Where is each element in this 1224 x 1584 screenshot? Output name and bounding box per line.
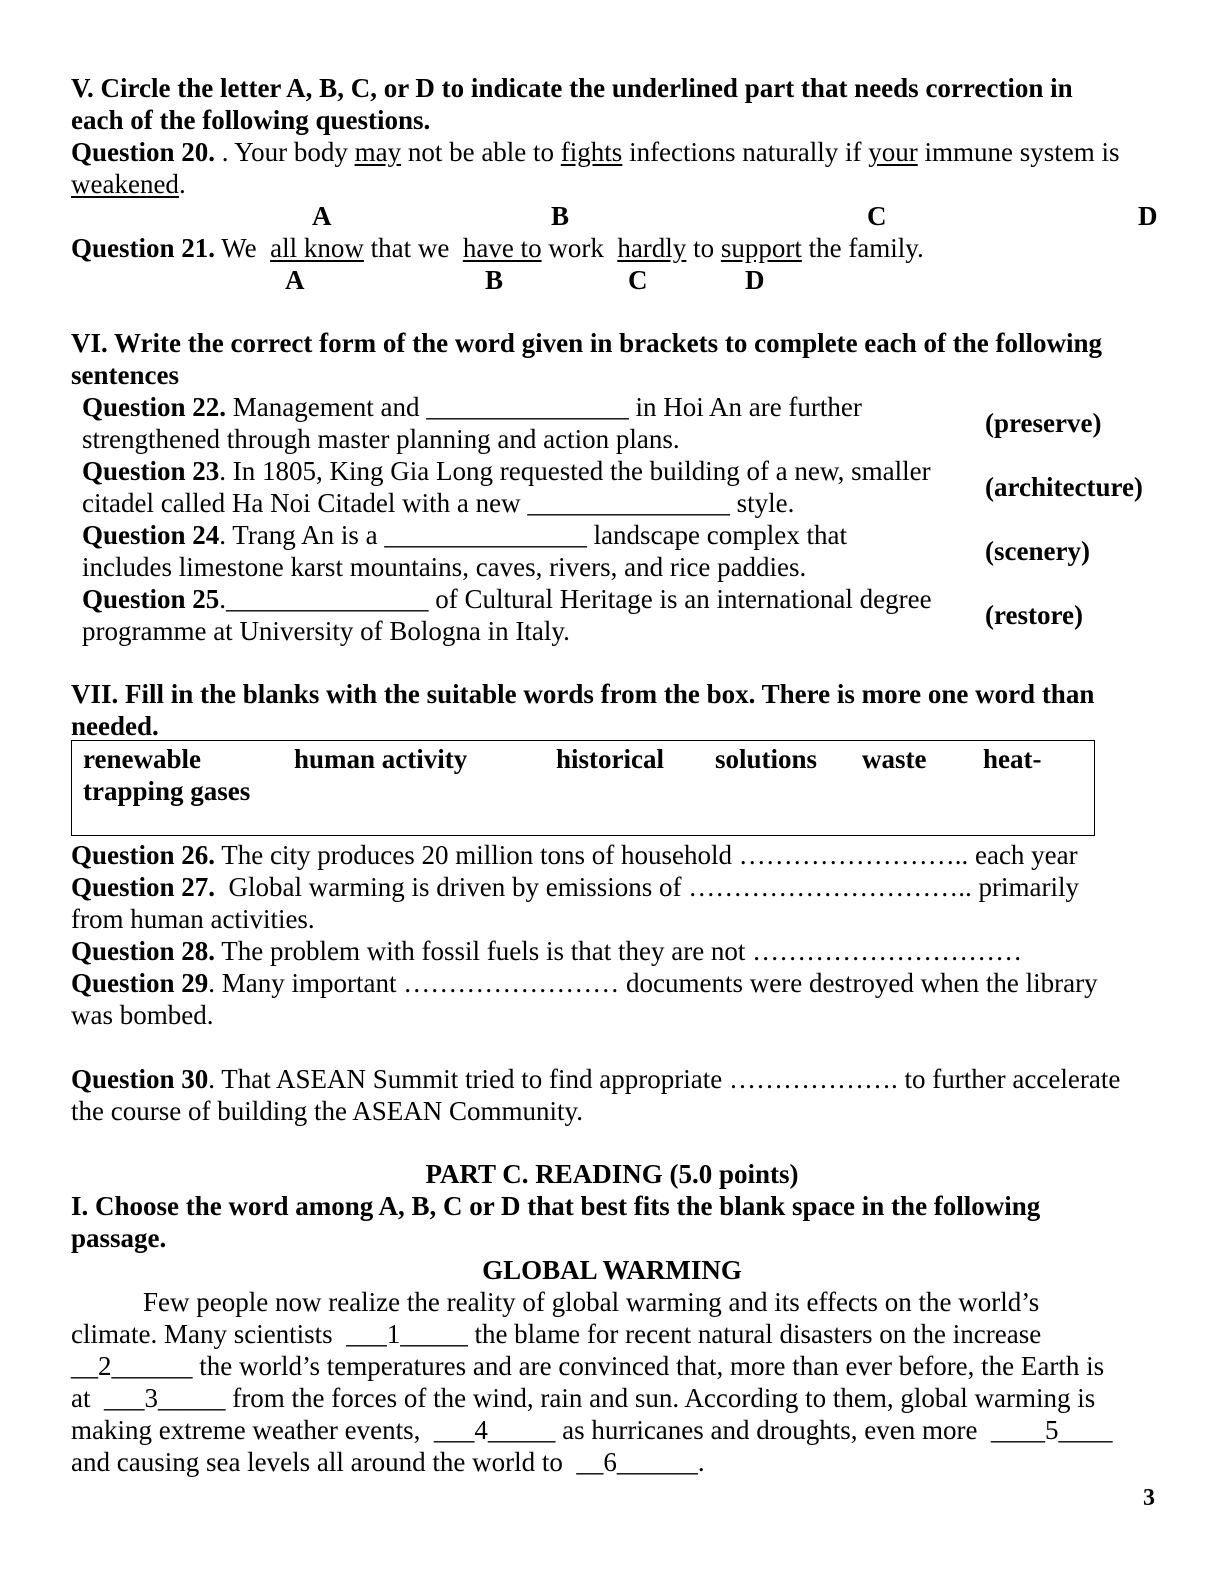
question-label: Question 30 bbox=[71, 1064, 209, 1094]
question-text: Management and _______________ in Hoi An are further bbox=[226, 392, 862, 422]
question-text: Global warming is driven by emissions of ………………………….. primarily bbox=[215, 872, 1079, 902]
question-text: not be able to bbox=[401, 137, 561, 167]
question-24-line2: includes limestone karst mountains, caves, rivers, and rice paddies. bbox=[82, 552, 807, 582]
passage-line: at ___3_____ from the forces of the wind, rain and sun. According to them, global warming is bbox=[71, 1383, 1096, 1413]
passage-line: and causing sea levels all around the world to __6______. bbox=[71, 1447, 705, 1477]
question-text: The city produces 20 million tons of household …………………….. each year bbox=[215, 840, 1078, 870]
question-25-line2: programme at University of Bologna in Italy. bbox=[82, 616, 570, 646]
section-v-title-line1: V. Circle the letter A, B, C, or D to indicate the underlined part that needs correction in bbox=[71, 73, 1073, 103]
option-letter-a: A bbox=[285, 265, 305, 295]
section-vi-title-line1: VI. Write the correct form of the word given in brackets to complete each of the following bbox=[71, 328, 1103, 358]
question-label: Question 25 bbox=[82, 584, 220, 614]
question-22-line2: strengthened through master planning and action plans. bbox=[82, 424, 680, 454]
part-c-instruction-line1: I. Choose the word among A, B, C or D that best fits the blank space in the following bbox=[71, 1191, 1041, 1221]
question-text: infections naturally if bbox=[622, 137, 869, 167]
word-hint: (scenery) bbox=[985, 536, 1090, 566]
question-text: We bbox=[215, 233, 271, 263]
passage-line: making extreme weather events, ___4_____ as hurricanes and droughts, even more ____5____ bbox=[71, 1415, 1113, 1445]
question-text: to bbox=[686, 233, 721, 263]
question-label: Question 28. bbox=[71, 936, 216, 966]
question-27 bbox=[71, 871, 1079, 903]
question-23 bbox=[82, 455, 931, 487]
question-text: . bbox=[178, 169, 186, 199]
question-20-continued bbox=[71, 168, 186, 200]
underlined-option-b: fights bbox=[560, 137, 623, 167]
underlined-option-d: weakened bbox=[71, 169, 179, 199]
question-25 bbox=[82, 583, 932, 615]
section-v-title-line2: each of the following questions. bbox=[71, 105, 431, 135]
part-c-heading: PART C. READING (5.0 points) bbox=[425, 1159, 799, 1189]
passage-line: climate. Many scientists ___1_____ the blame for recent natural disasters on the increase bbox=[71, 1319, 1042, 1349]
word-hint: (preserve) bbox=[985, 408, 1102, 438]
box-word: solutions bbox=[715, 744, 818, 774]
question-label: Question 29 bbox=[71, 968, 209, 998]
option-letter-d: D bbox=[1138, 201, 1158, 231]
option-letter-c: C bbox=[628, 265, 648, 295]
question-text: that we bbox=[363, 233, 463, 263]
question-28 bbox=[71, 935, 1022, 967]
underlined-option-d: support bbox=[720, 233, 802, 263]
underlined-option-c: hardly bbox=[617, 233, 687, 263]
box-word: waste bbox=[862, 744, 927, 774]
word-hint: (restore) bbox=[985, 600, 1083, 630]
box-word: trapping gases bbox=[83, 776, 251, 806]
question-text: . Your body bbox=[215, 137, 355, 167]
option-letter-a: A bbox=[312, 201, 332, 231]
question-text: the family. bbox=[801, 233, 924, 263]
question-30-line2: the course of building the ASEAN Community. bbox=[71, 1096, 583, 1126]
part-c-instruction-line2: passage. bbox=[71, 1223, 167, 1253]
question-text: . Trang An is a _______________ landscape complex that bbox=[219, 520, 847, 550]
section-vii-title-line2: needed. bbox=[71, 711, 159, 741]
option-letter-d: D bbox=[745, 265, 765, 295]
box-word: human activity bbox=[294, 744, 468, 774]
question-label: Question 26. bbox=[71, 840, 216, 870]
word-hint: (architecture) bbox=[985, 472, 1143, 502]
underlined-option-a: all know bbox=[270, 233, 364, 263]
question-label: Question 23 bbox=[82, 456, 220, 486]
question-text: . That ASEAN Summit tried to find appropriate ………………. to further accelerate bbox=[208, 1064, 1121, 1094]
page-number: 3 bbox=[1143, 1485, 1155, 1511]
question-label: Question 20. bbox=[71, 137, 216, 167]
question-26 bbox=[71, 839, 1078, 871]
question-text: work bbox=[541, 233, 618, 263]
question-label: Question 22. bbox=[82, 392, 227, 422]
question-29 bbox=[71, 967, 1098, 999]
underlined-option-b: have to bbox=[462, 233, 542, 263]
underlined-option-c: your bbox=[868, 137, 918, 167]
question-20 bbox=[71, 136, 1120, 168]
passage-title: GLOBAL WARMING bbox=[482, 1255, 742, 1285]
question-label: Question 27. bbox=[71, 872, 216, 902]
question-21 bbox=[71, 232, 924, 264]
question-text: immune system is bbox=[917, 137, 1120, 167]
question-23-line2: citadel called Ha Noi Citadel with a new _______________ style. bbox=[82, 488, 795, 518]
question-label: Question 24 bbox=[82, 520, 220, 550]
underlined-option-a: may bbox=[354, 137, 402, 167]
box-word: historical bbox=[556, 744, 664, 774]
question-30 bbox=[71, 1063, 1120, 1095]
section-vii-title-line1: VII. Fill in the blanks with the suitable words from the box. There is more one word than bbox=[71, 679, 1095, 709]
passage-line: Few people now realize the reality of global warming and its effects on the world’s bbox=[143, 1287, 1040, 1317]
question-29-line2: was bombed. bbox=[71, 1000, 214, 1030]
option-letter-b: B bbox=[485, 265, 504, 295]
question-text: . Many important …………………… documents were destroyed when the library bbox=[208, 968, 1098, 998]
option-letter-c: C bbox=[867, 201, 887, 231]
question-27-line2: from human activities. bbox=[71, 904, 315, 934]
section-vi-title-line2: sentences bbox=[71, 360, 179, 390]
box-word: renewable bbox=[83, 744, 201, 774]
question-22 bbox=[82, 391, 862, 423]
box-word: heat- bbox=[983, 744, 1042, 774]
question-24 bbox=[82, 519, 847, 551]
passage-line: __2______ the world’s temperatures and are convinced that, more than ever before, the Earth is bbox=[71, 1351, 1105, 1381]
option-letter-b: B bbox=[551, 201, 570, 231]
question-label: Question 21. bbox=[71, 233, 216, 263]
question-text: The problem with fossil fuels is that they are not ………………………… bbox=[215, 936, 1023, 966]
question-text: . In 1805, King Gia Long requested the building of a new, smaller bbox=[219, 456, 931, 486]
question-text: ._______________ of Cultural Heritage is an international degree bbox=[219, 584, 932, 614]
